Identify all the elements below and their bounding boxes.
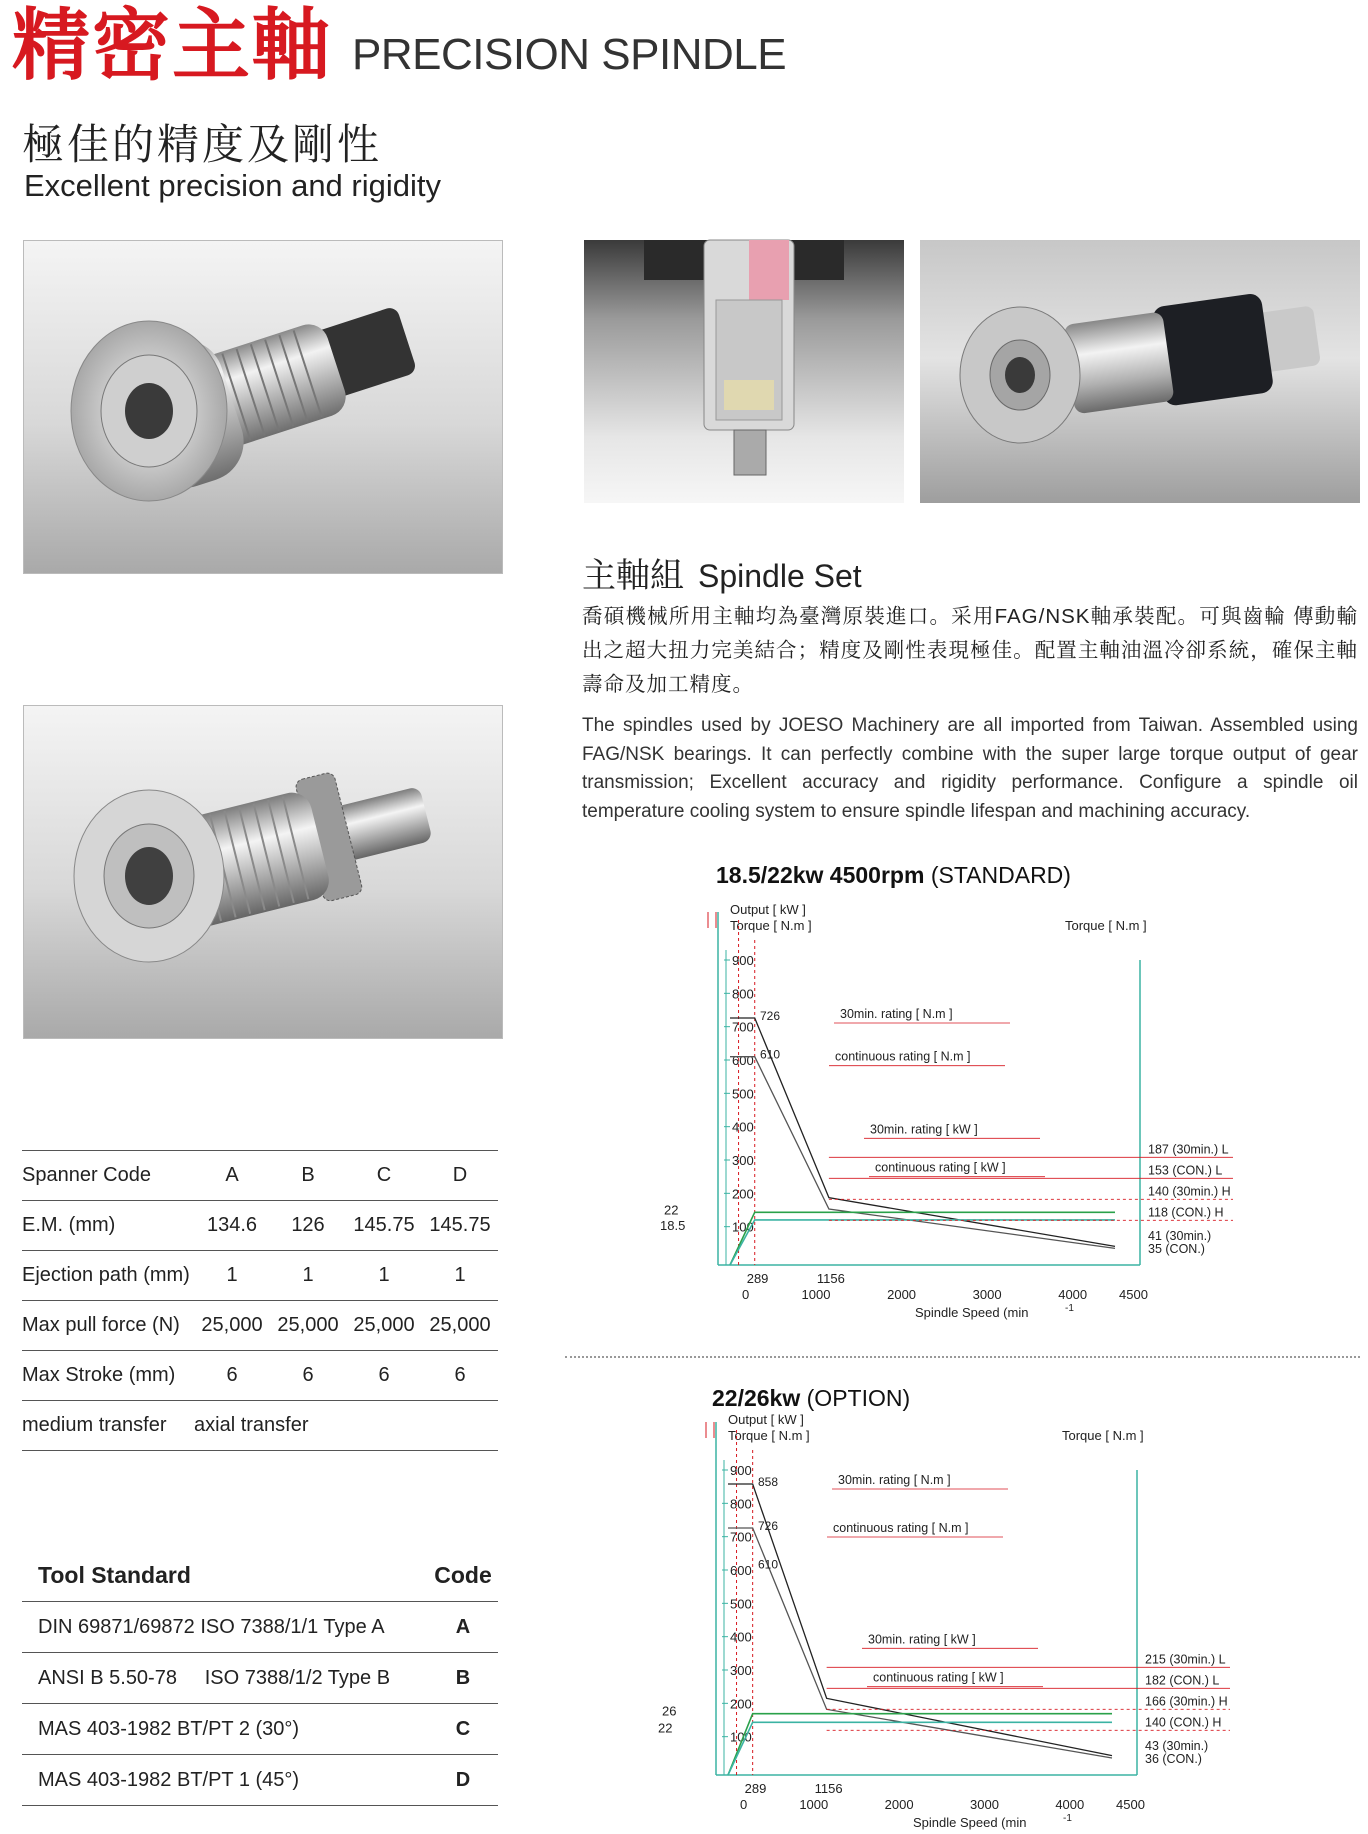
spec-value: 145.75 [346, 1201, 422, 1251]
spec-label: Ejection path (mm) [22, 1251, 194, 1301]
kw-label: 26 [662, 1703, 677, 1719]
tool-code: D [428, 1755, 498, 1806]
y-tick-label: 400 [732, 1119, 754, 1135]
table-row [22, 1549, 498, 1602]
y-tick-label: 900 [732, 953, 754, 968]
section-divider [565, 1356, 1360, 1358]
y-axis-label-output: Output [ kW ] [728, 1412, 804, 1427]
x-axis-label-sup: -1 [1063, 1813, 1072, 1824]
torque-right-label: 140 (CON.) H [1145, 1715, 1222, 1730]
tool-standard-table [22, 1549, 498, 1806]
y-tick-label: 600 [732, 1053, 754, 1068]
y-axis-label-output: Output [ kW ] [730, 902, 806, 917]
torque-end-label: 36 (CON.) [1145, 1752, 1202, 1766]
x-tick-label: 3000 [970, 1797, 999, 1812]
spindle-set-title-en: Spindle Set [698, 558, 862, 594]
spec-value: 6 [270, 1351, 346, 1401]
y-tick-label: 700 [730, 1529, 752, 1545]
y-tick-label: 900 [730, 1463, 752, 1478]
subtitle-cn: 極佳的精度及剛性 [22, 121, 383, 168]
spec-value: 25,000 [270, 1301, 346, 1351]
table-row [22, 1151, 498, 1201]
spanner-spec-table [22, 1150, 498, 1451]
page-title-cn: 精密主軸 [12, 1, 333, 89]
table-row [22, 1401, 498, 1451]
chart-1-title [716, 862, 1071, 889]
torque-end-label: 43 (30min.) [1145, 1739, 1209, 1753]
y-tick-label: 800 [730, 1496, 752, 1512]
table-row [22, 1351, 498, 1401]
y-tick-label: 200 [730, 1696, 752, 1712]
series-label: 30min. rating [ kW ] [868, 1632, 976, 1647]
torque-right-label: 140 (30min.) H [1148, 1184, 1231, 1199]
series-label: continuous rating [ N.m ] [833, 1521, 969, 1535]
spec-value: 25,000 [194, 1301, 270, 1351]
table-row [22, 1301, 498, 1351]
table-row [22, 1755, 498, 1806]
spec-value: 1 [270, 1251, 346, 1301]
page-title-en: PRECISION SPINDLE [352, 30, 787, 79]
tool-header-code: Code [428, 1549, 498, 1602]
y-tick-label: 700 [732, 1019, 754, 1035]
torque-right-label: 153 (CON.) L [1148, 1163, 1223, 1178]
chart-2-title-rest: (OPTION) [800, 1385, 911, 1411]
spec-value: 25,000 [346, 1301, 422, 1351]
spindle-photo-2 [23, 705, 503, 1039]
series-label: 30min. rating [ N.m ] [840, 1007, 953, 1021]
y-tick-label: 100 [730, 1729, 752, 1745]
output-series-line [730, 1220, 1115, 1265]
spec-label: Max Stroke (mm) [22, 1351, 194, 1401]
spec-value: 126 [270, 1201, 346, 1251]
spec-value: 145.75 [422, 1201, 498, 1251]
spindle-set-title-cn: 主軸組 [582, 557, 684, 595]
table-row [22, 1602, 498, 1653]
spec-label: Max pull force (N) [22, 1301, 194, 1351]
torque-start-label: 726 [760, 1009, 781, 1023]
x-axis-label: Spindle Speed (min [913, 1815, 1027, 1830]
right-axis-label-torque: Torque [ N.m ] [1065, 918, 1147, 933]
y-axis-label-torque: Torque [ N.m ] [730, 918, 812, 933]
y-tick-label: 300 [732, 1153, 754, 1168]
spec-value: 6 [194, 1351, 270, 1401]
y-axis-label-torque: Torque [ N.m ] [728, 1428, 810, 1443]
spec-value: 6 [346, 1351, 422, 1401]
torque-end-label: 41 (30min.) [1148, 1229, 1212, 1243]
right-axis-label-torque: Torque [ N.m ] [1062, 1428, 1144, 1443]
torque-start-label: 610 [758, 1557, 779, 1572]
chart-1-title-bold: 18.5/22kw 4500rpm [716, 862, 925, 888]
y-tick-label: 800 [732, 986, 754, 1002]
x-tick-label: 4000 [1058, 1287, 1088, 1302]
series-label: 30min. rating [ kW ] [870, 1122, 978, 1137]
table-row [22, 1653, 498, 1704]
spec-header-c: C [346, 1151, 422, 1201]
table-row [22, 1704, 498, 1755]
spec-value: 1 [346, 1251, 422, 1301]
chart-1-title-rest: (STANDARD) [924, 862, 1071, 888]
kw-label: 22 [658, 1720, 673, 1736]
x-tick-label: 4500 [1119, 1287, 1148, 1302]
series-label: continuous rating [ kW ] [873, 1670, 1004, 1685]
tool-header-standard: Tool Standard [22, 1549, 428, 1602]
x-axis-label-sup: -1 [1065, 1303, 1074, 1314]
x-tick-label: 1000 [799, 1797, 829, 1812]
spec-header-label: Spanner Code [22, 1151, 194, 1201]
table-row [22, 1201, 498, 1251]
torque-right-label: 215 (30min.) L [1145, 1652, 1226, 1667]
spec-label: E.M. (mm) [22, 1201, 194, 1251]
x-tick-label: 2000 [887, 1287, 917, 1302]
x-tick-label: 1000 [801, 1287, 831, 1302]
table-row [22, 1251, 498, 1301]
tool-code: A [428, 1602, 498, 1653]
spec-header-a: A [194, 1151, 270, 1201]
tool-standard: MAS 403-1982 BT/PT 2 (30°) [22, 1704, 428, 1755]
spec-label: medium transfer [22, 1401, 194, 1451]
chart-2-title [712, 1385, 910, 1412]
kw-label: 18.5 [660, 1217, 686, 1233]
chart-1-torque-output [660, 900, 1260, 1320]
x-tick-label: 0 [740, 1797, 748, 1812]
x-tick-label: 4000 [1055, 1797, 1085, 1812]
spindle-set-desc-en: The spindles used by JOESO Machinery are all imported from Taiwan. Assembled using FAG/NSK bearings. It can perfectly combine with the super large torque output of gear transmission; Excellent accuracy and rigidity performance. Configure a spindle oil temperature cooling system to ensure spindle lifespan and machining accuracy. [582, 715, 1358, 822]
spec-value: 6 [422, 1351, 498, 1401]
spec-value: 1 [422, 1251, 498, 1301]
y-tick-label: 500 [732, 1086, 754, 1102]
subtitle-en: Excellent precision and rigidity [24, 168, 441, 203]
torque-end-label: 35 (CON.) [1148, 1242, 1205, 1256]
y-tick-label: 500 [730, 1596, 752, 1612]
tool-standard: MAS 403-1982 BT/PT 1 (45°) [22, 1755, 428, 1806]
tool-code: B [428, 1653, 498, 1704]
machine-head-photo [584, 240, 904, 503]
spec-header-d: D [422, 1151, 498, 1201]
series-label: continuous rating [ N.m ] [835, 1049, 971, 1064]
chart-2-title-bold: 22/26kw [712, 1385, 801, 1411]
x-axis-label: Spindle Speed (min [915, 1305, 1029, 1320]
tool-standard: ANSI B 5.50-78 ISO 7388/1/2 Type B [22, 1653, 428, 1704]
series-label: continuous rating [ kW ] [875, 1160, 1006, 1175]
torque-right-label: 182 (CON.) L [1145, 1673, 1220, 1688]
torque-right-label: 118 (CON.) H [1148, 1205, 1224, 1220]
y-tick-label: 200 [732, 1186, 754, 1202]
spec-value: 25,000 [422, 1301, 498, 1351]
chart-2-torque-output [658, 1412, 1260, 1830]
torque-start-label: 610 [760, 1047, 781, 1062]
x-tick-label: 1156 [814, 1781, 843, 1796]
series-label: 30min. rating [ N.m ] [838, 1473, 951, 1487]
x-tick-label: 0 [742, 1287, 750, 1302]
x-tick-label: 4500 [1116, 1797, 1145, 1812]
tool-standard: DIN 69871/69872 ISO 7388/1/1 Type A [22, 1602, 428, 1653]
spec-value: axial transfer [194, 1401, 498, 1451]
y-tick-label: 400 [730, 1629, 752, 1645]
x-tick-label: 1156 [816, 1271, 845, 1286]
spec-value: 134.6 [194, 1201, 270, 1251]
spindle-set-desc-cn: 喬碩機械所用主軸均為臺灣原裝進口。采用FAG/NSK軸承裝配。可與齒輪 傳動輸出之超大扭力完美結合；精度及剛性表現極佳。配置主軸油溫冷卻系統，確保主軸壽命及加工精度。 [582, 605, 1358, 696]
x-tick-label: 289 [746, 1271, 769, 1286]
torque-start-label: 858 [758, 1475, 779, 1489]
y-tick-label: 600 [730, 1563, 752, 1578]
spindle-photo-1 [23, 240, 503, 574]
kw-label: 22 [664, 1202, 679, 1218]
torque-start-label: 726 [758, 1519, 779, 1533]
spindle-set-title [582, 548, 862, 597]
tool-code: C [428, 1704, 498, 1755]
torque-right-label: 187 (30min.) L [1148, 1142, 1229, 1157]
x-tick-label: 3000 [972, 1287, 1002, 1302]
motor-spindle-photo [920, 240, 1360, 503]
x-tick-label: 289 [744, 1781, 767, 1796]
spec-value: 1 [194, 1251, 270, 1301]
y-tick-label: 100 [732, 1219, 754, 1235]
x-tick-label: 2000 [884, 1797, 914, 1812]
spec-header-b: B [270, 1151, 346, 1201]
torque-right-label: 166 (30min.) H [1145, 1694, 1228, 1709]
y-tick-label: 300 [730, 1663, 752, 1678]
